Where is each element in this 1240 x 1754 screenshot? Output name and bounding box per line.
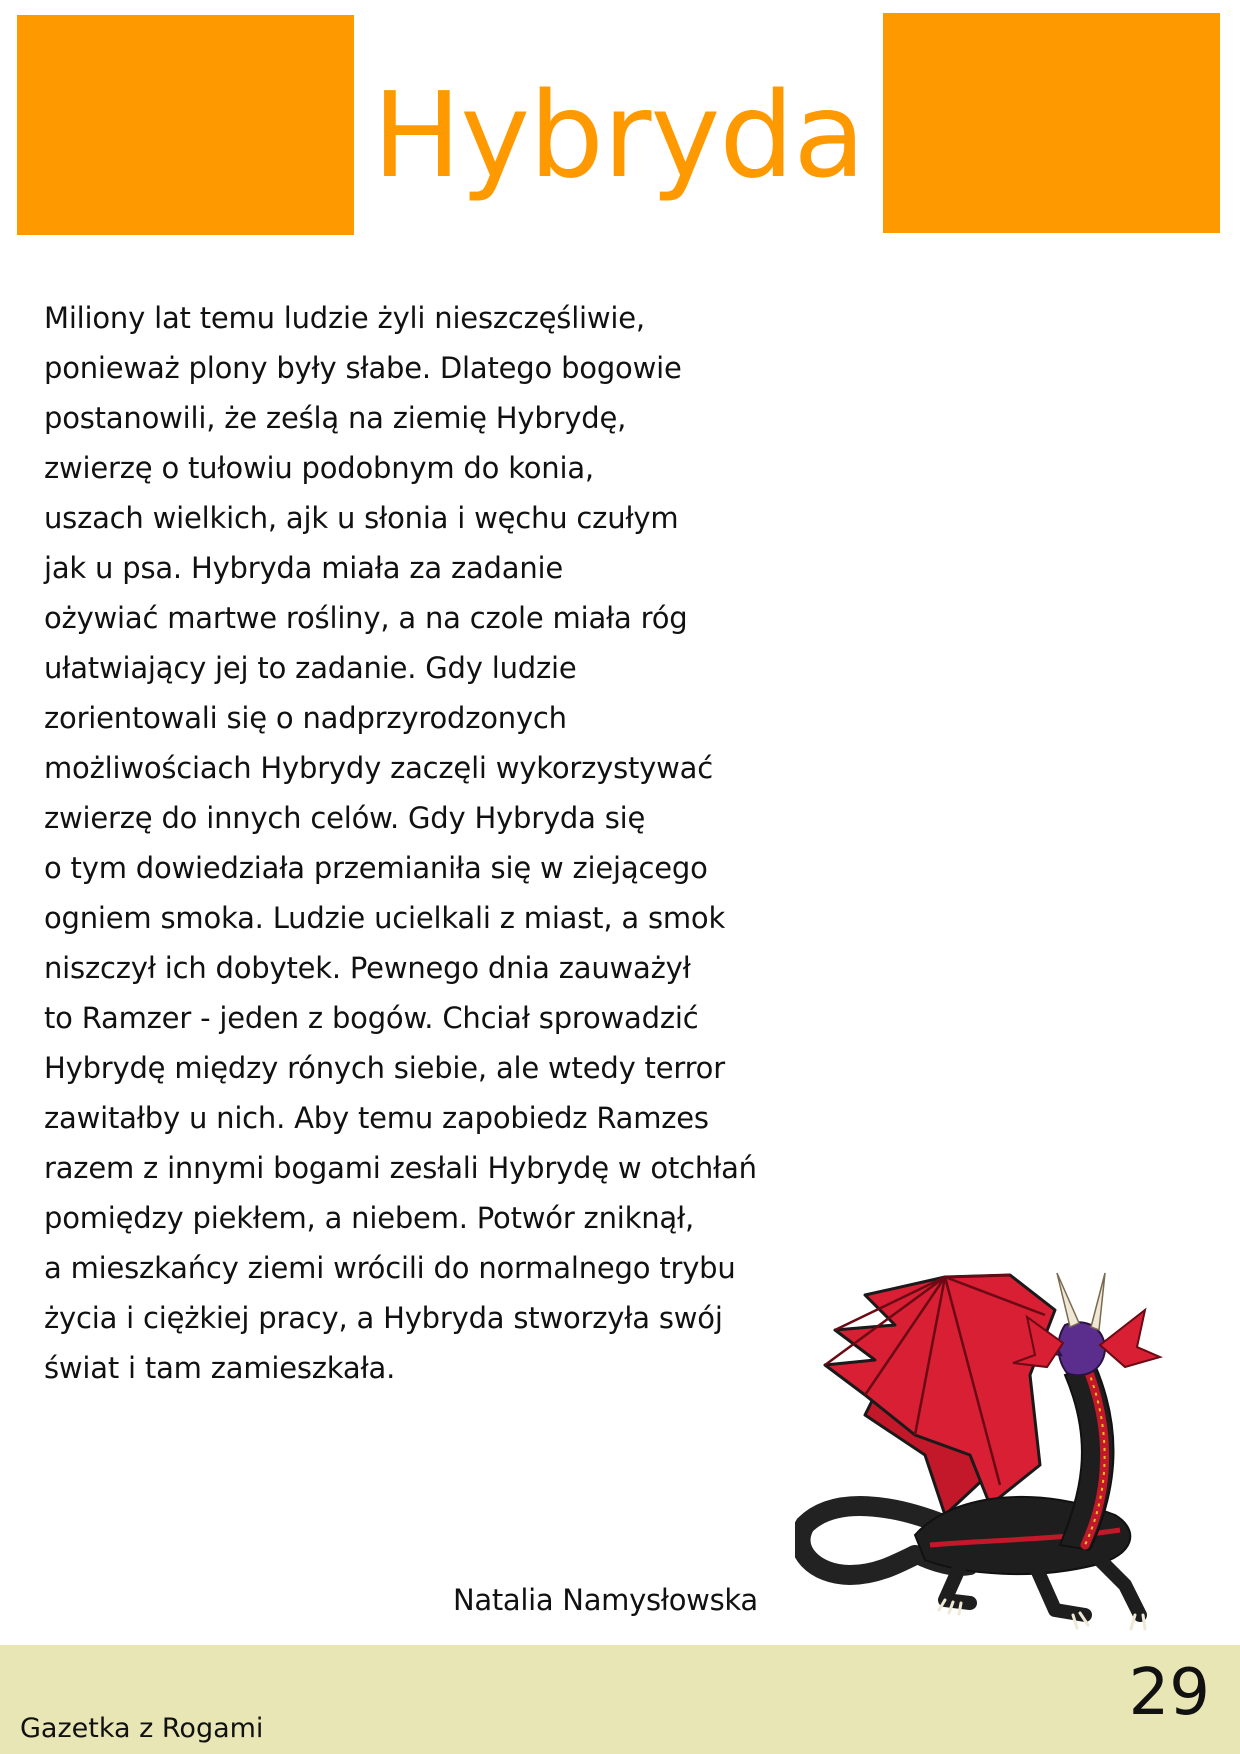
orange-banner-right: [883, 13, 1220, 233]
article-line: możliwościach Hybrydy zaczęli wykorzystywać: [44, 751, 713, 785]
article-line: to Ramzer - jeden z bogów. Chciał sprowadzić: [44, 1001, 699, 1035]
article-line: zwierzę do innych celów. Gdy Hybryda się: [44, 801, 646, 835]
article-body: [44, 293, 844, 1393]
article-line: o tym dowiedziała przemianiła się w ziejącego: [44, 851, 708, 885]
article-line: a mieszkańcy ziemi wrócili do normalnego trybu: [44, 1251, 736, 1285]
article-line: pomiędzy piekłem, a niebem. Potwór zniknął,: [44, 1201, 695, 1235]
article-line: zorientowali się o nadprzyrodzonych: [44, 701, 567, 735]
article-line: jak u psa. Hybryda miała za zadanie: [44, 551, 563, 585]
article-line: życia i ciężkiej pracy, a Hybryda stworzyła swój: [44, 1301, 723, 1335]
page-title: Hybryda: [372, 66, 865, 204]
article-line: ułatwiający jej to zadanie. Gdy ludzie: [44, 651, 577, 685]
page-footer: [0, 1645, 1240, 1754]
article-line: ponieważ plony były słabe. Dlatego bogowie: [44, 351, 682, 385]
dragon-icon: [795, 1255, 1205, 1635]
article-line: ożywiać martwe rośliny, a na czole miała róg: [44, 601, 688, 635]
orange-banner-left: [17, 15, 354, 235]
article-line: razem z innymi bogami zesłali Hybrydę w otchłań: [44, 1151, 757, 1185]
article-line: zwierzę o tułowiu podobnym do konia,: [44, 451, 594, 485]
article-line: postanowili, że ześlą na ziemię Hybrydę,: [44, 401, 627, 435]
article-line: Hybrydę między rónych siebie, ale wtedy terror: [44, 1051, 725, 1085]
article-line: świat i tam zamieszkała.: [44, 1351, 396, 1385]
article-line: uszach wielkich, ajk u słonia i węchu czułym: [44, 501, 679, 535]
article-line: Miliony lat temu ludzie żyli nieszczęśliwie,: [44, 301, 645, 335]
article-author: Natalia Namysłowska: [453, 1583, 758, 1617]
magazine-name: Gazetka z Rogami: [20, 1713, 264, 1744]
article-line: niszczył ich dobytek. Pewnego dnia zauważył: [44, 951, 691, 985]
article-line: ogniem smoka. Ludzie ucielkali z miast, a smok: [44, 901, 726, 935]
page-number: 29: [1128, 1656, 1210, 1730]
article-line: zawitałby u nich. Aby temu zapobiedz Ramzes: [44, 1101, 709, 1135]
